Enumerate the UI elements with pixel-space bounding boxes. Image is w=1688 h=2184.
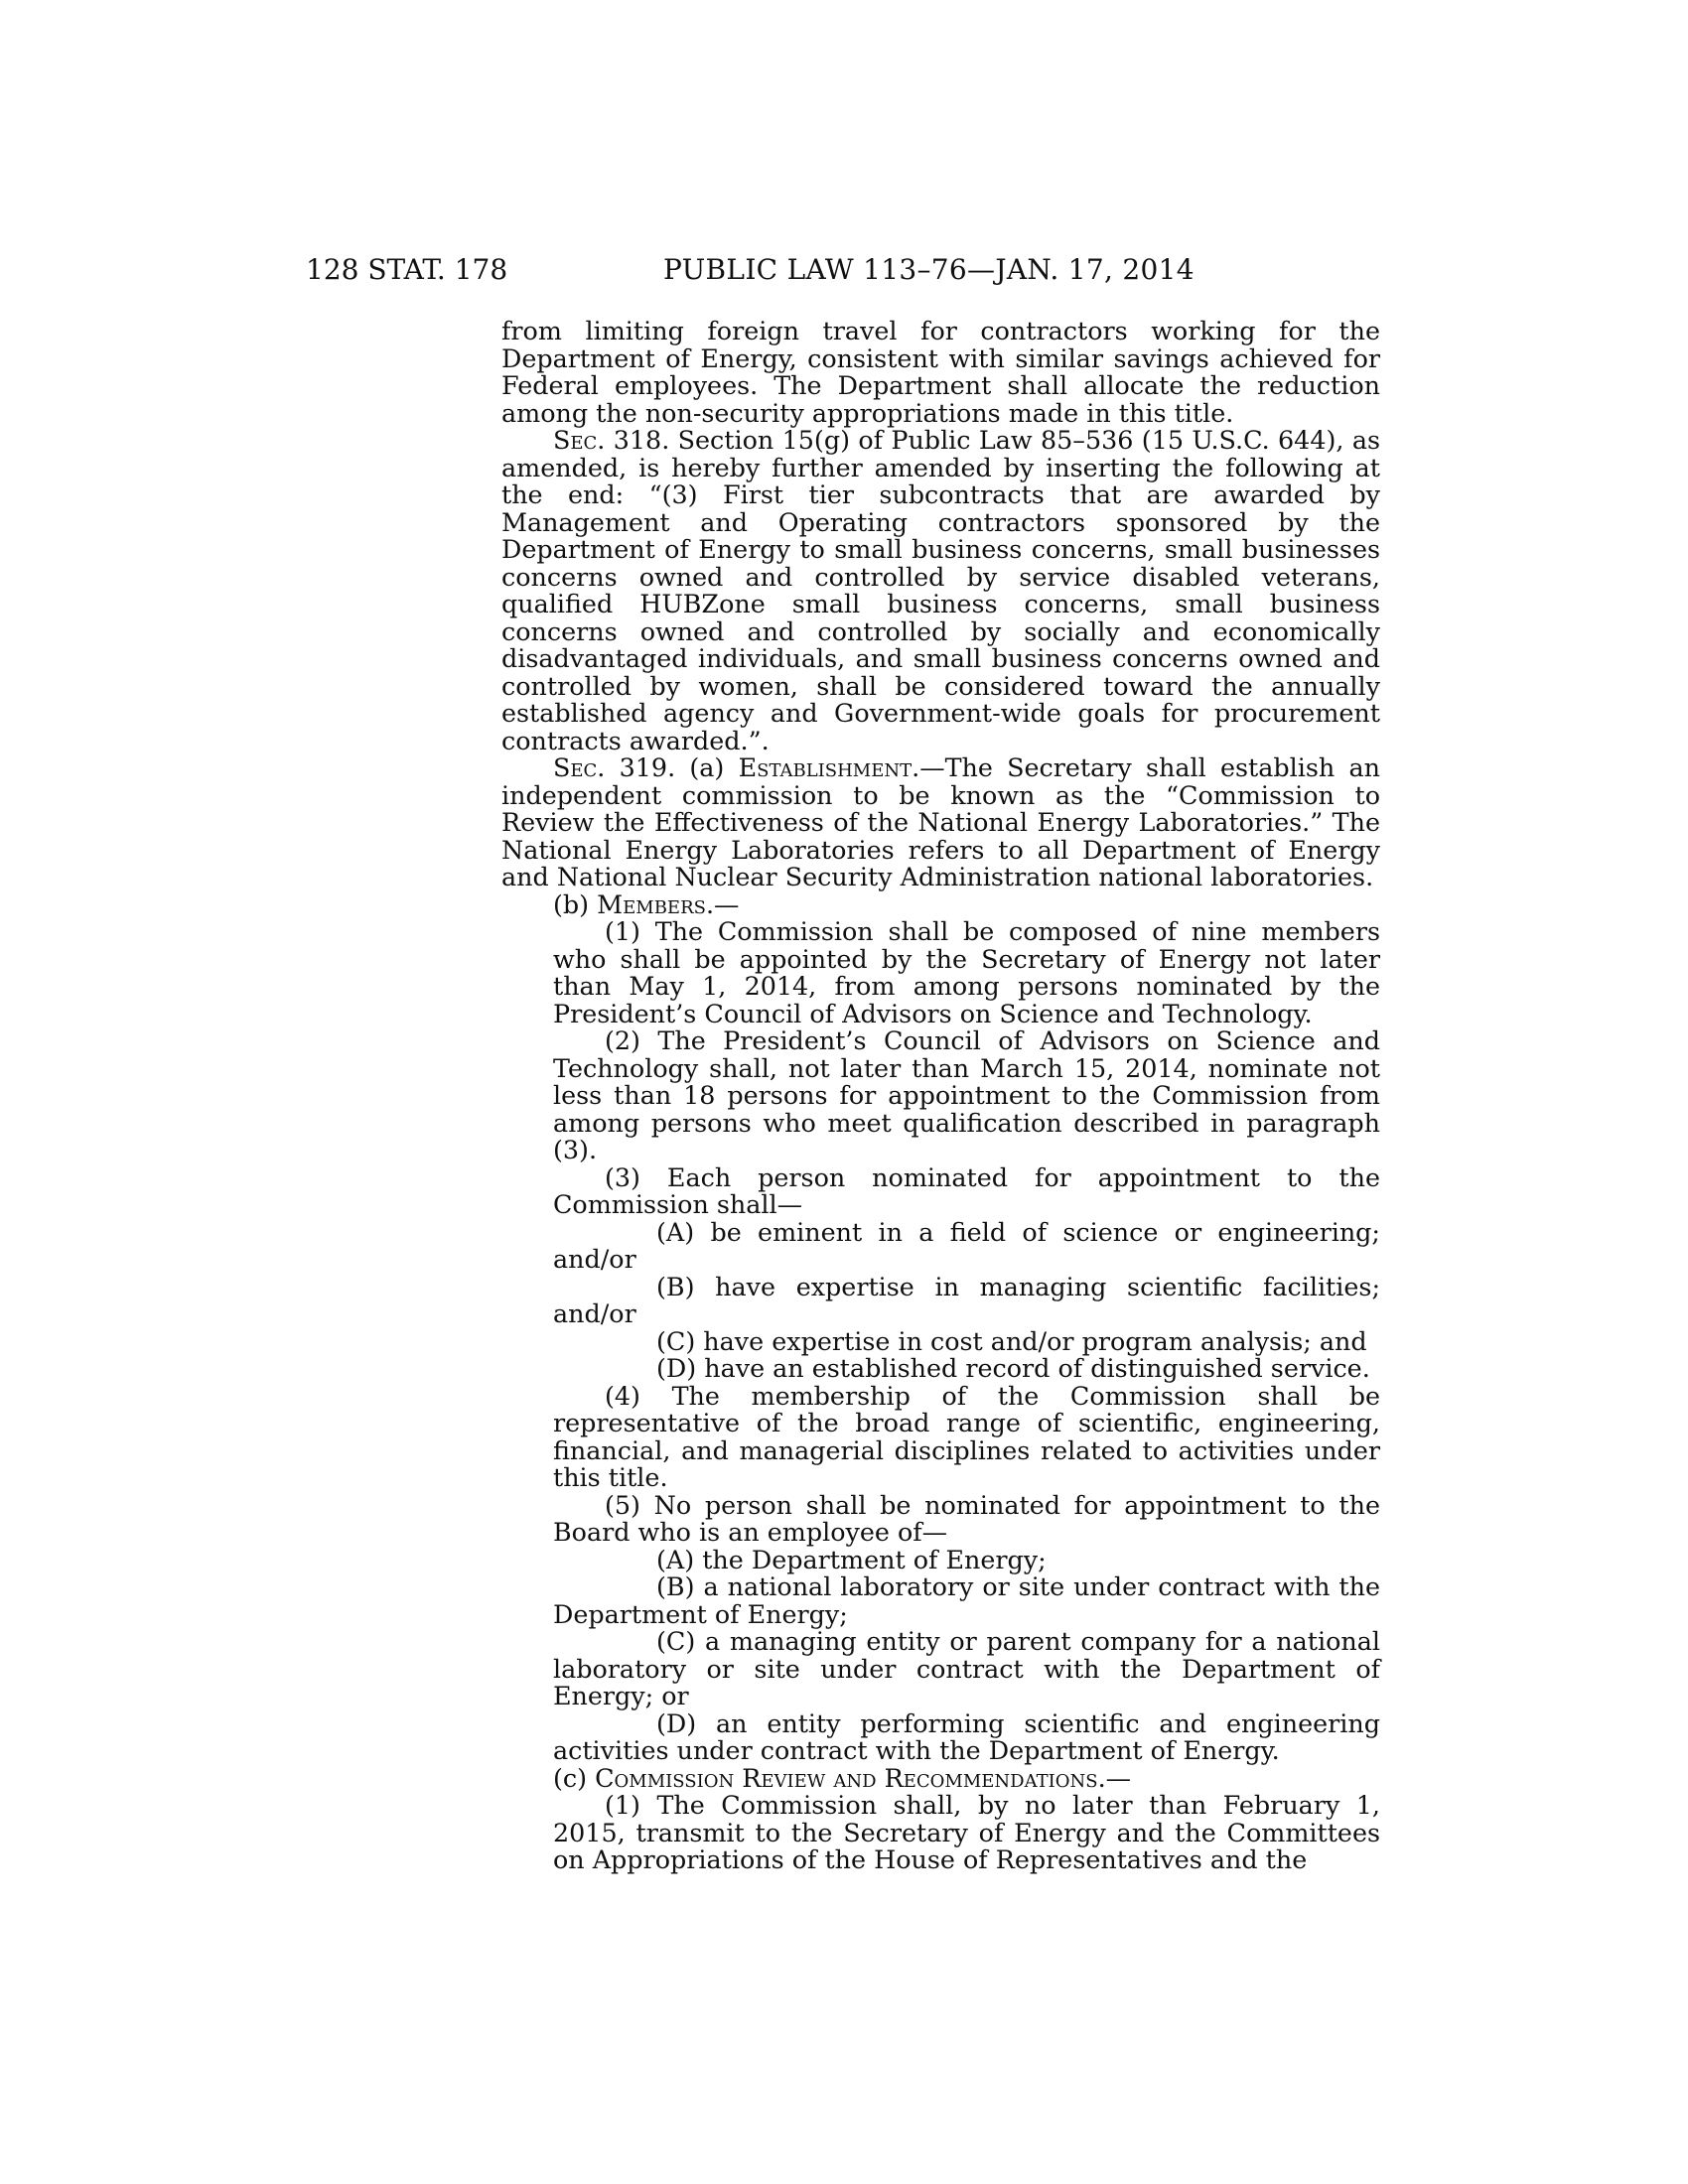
subparagraph-b-3-A: (A) be eminent in a field of science or engineering; and/or bbox=[553, 1216, 1380, 1274]
paragraph-b-3: (3) Each person nominated for appointment to the Commission shall— bbox=[553, 1161, 1380, 1219]
public-law-title: PUBLIC LAW 113–76—JAN. 17, 2014 bbox=[663, 253, 1195, 286]
document-body bbox=[501, 318, 1380, 1874]
running-header bbox=[0, 250, 1688, 290]
subparagraph-b-5-A: (A) the Department of Energy; bbox=[656, 1544, 1047, 1574]
subparagraph-b-5-C: (C) a managing entity or parent company for a national laboratory or site under contract with the Department of Energy; or bbox=[553, 1626, 1380, 1710]
subsection-c-heading: (c) Commission Review and Recommendations.— bbox=[553, 1762, 1132, 1793]
subsection-heading: Establishment. bbox=[738, 752, 920, 782]
paragraph-c-1: (1) The Commission shall, by no later than February 1, 2015, transmit to the Secretary of Energy and the Committees on Appropriations of the House of Representatives and the bbox=[553, 1790, 1380, 1874]
section-label: Sec. bbox=[553, 752, 606, 782]
subparagraph-b-3-B: (B) have expertise in managing scientific facilities; and/or bbox=[553, 1271, 1380, 1328]
subparagraph-b-3-C: (C) have expertise in cost and/or program analysis; and bbox=[656, 1325, 1367, 1356]
section-318: Sec. 318. Section 15(g) of Public Law 85–536 (15 U.S.C. 644), as amended, is hereby further amended by inserting the following at the end: “(3) First tier subcontracts that are awarded by Management and Operating contractors sponsored by the Department of Energy to small business concerns, small businesses concerns owned and controlled by service disabled veterans, qualified HUBZone small business concerns, small business concerns owned and controlled by socially and economically disadvantaged individuals, and small business concerns owned and controlled by women, shall be considered toward the annually established agency and Government-wide goals for procurement contracts awarded.”. bbox=[501, 425, 1380, 755]
paragraph-b-5: (5) No person shall be nominated for appointment to the Board who is an employee of— bbox=[553, 1489, 1380, 1547]
subsection-b-heading: (b) Members.— bbox=[553, 888, 740, 919]
subparagraph-b-5-B: (B) a national laboratory or site under contract with the Department of Energy; bbox=[553, 1571, 1380, 1629]
paragraph-continuation: from limiting foreign travel for contractors working for the Department of Energy, consistent with similar savings achieved for Federal employees. The Department shall allocate the reduction among the non-security appropriations made in this title. bbox=[501, 316, 1380, 428]
section-label: Sec. bbox=[553, 425, 606, 455]
subsection-heading: Members. bbox=[597, 888, 715, 919]
subparagraph-b-3-D: (D) have an established record of distinguished service. bbox=[656, 1353, 1370, 1383]
section-319-a: Sec. 319. (a) Establishment.—The Secretary shall establish an independent commission to be known as the “Commission to Review the Effectiveness of the National Energy Laboratories.” The National Energy Laboratories refers to all Department of Energy and National Nuclear Security Administration national laboratories. bbox=[501, 752, 1380, 891]
statute-page-number: 128 STAT. 178 bbox=[306, 253, 508, 286]
subsection-heading: Commission Review and Recommendations. bbox=[595, 1762, 1106, 1793]
paragraph-b-2: (2) The President’s Council of Advisors on Science and Technology shall, not later than March 15, 2014, nominate not less than 18 persons for appointment to the Commission from among persons who meet qualification described in paragraph (3). bbox=[553, 1025, 1380, 1164]
subparagraph-b-5-D: (D) an entity performing scientific and engineering activities under contract with the Department of Energy. bbox=[553, 1707, 1380, 1765]
paragraph-b-1: (1) The Commission shall be composed of nine members who shall be appointed by the Secretary of Energy not later than May 1, 2014, from among persons nominated by the President’s Council of Advisors on Science and Technology. bbox=[553, 916, 1380, 1028]
paragraph-b-4: (4) The membership of the Commission shall be representative of the broad range of scientific, engineering, financial, and managerial disciplines related to activities under this title. bbox=[553, 1380, 1380, 1492]
